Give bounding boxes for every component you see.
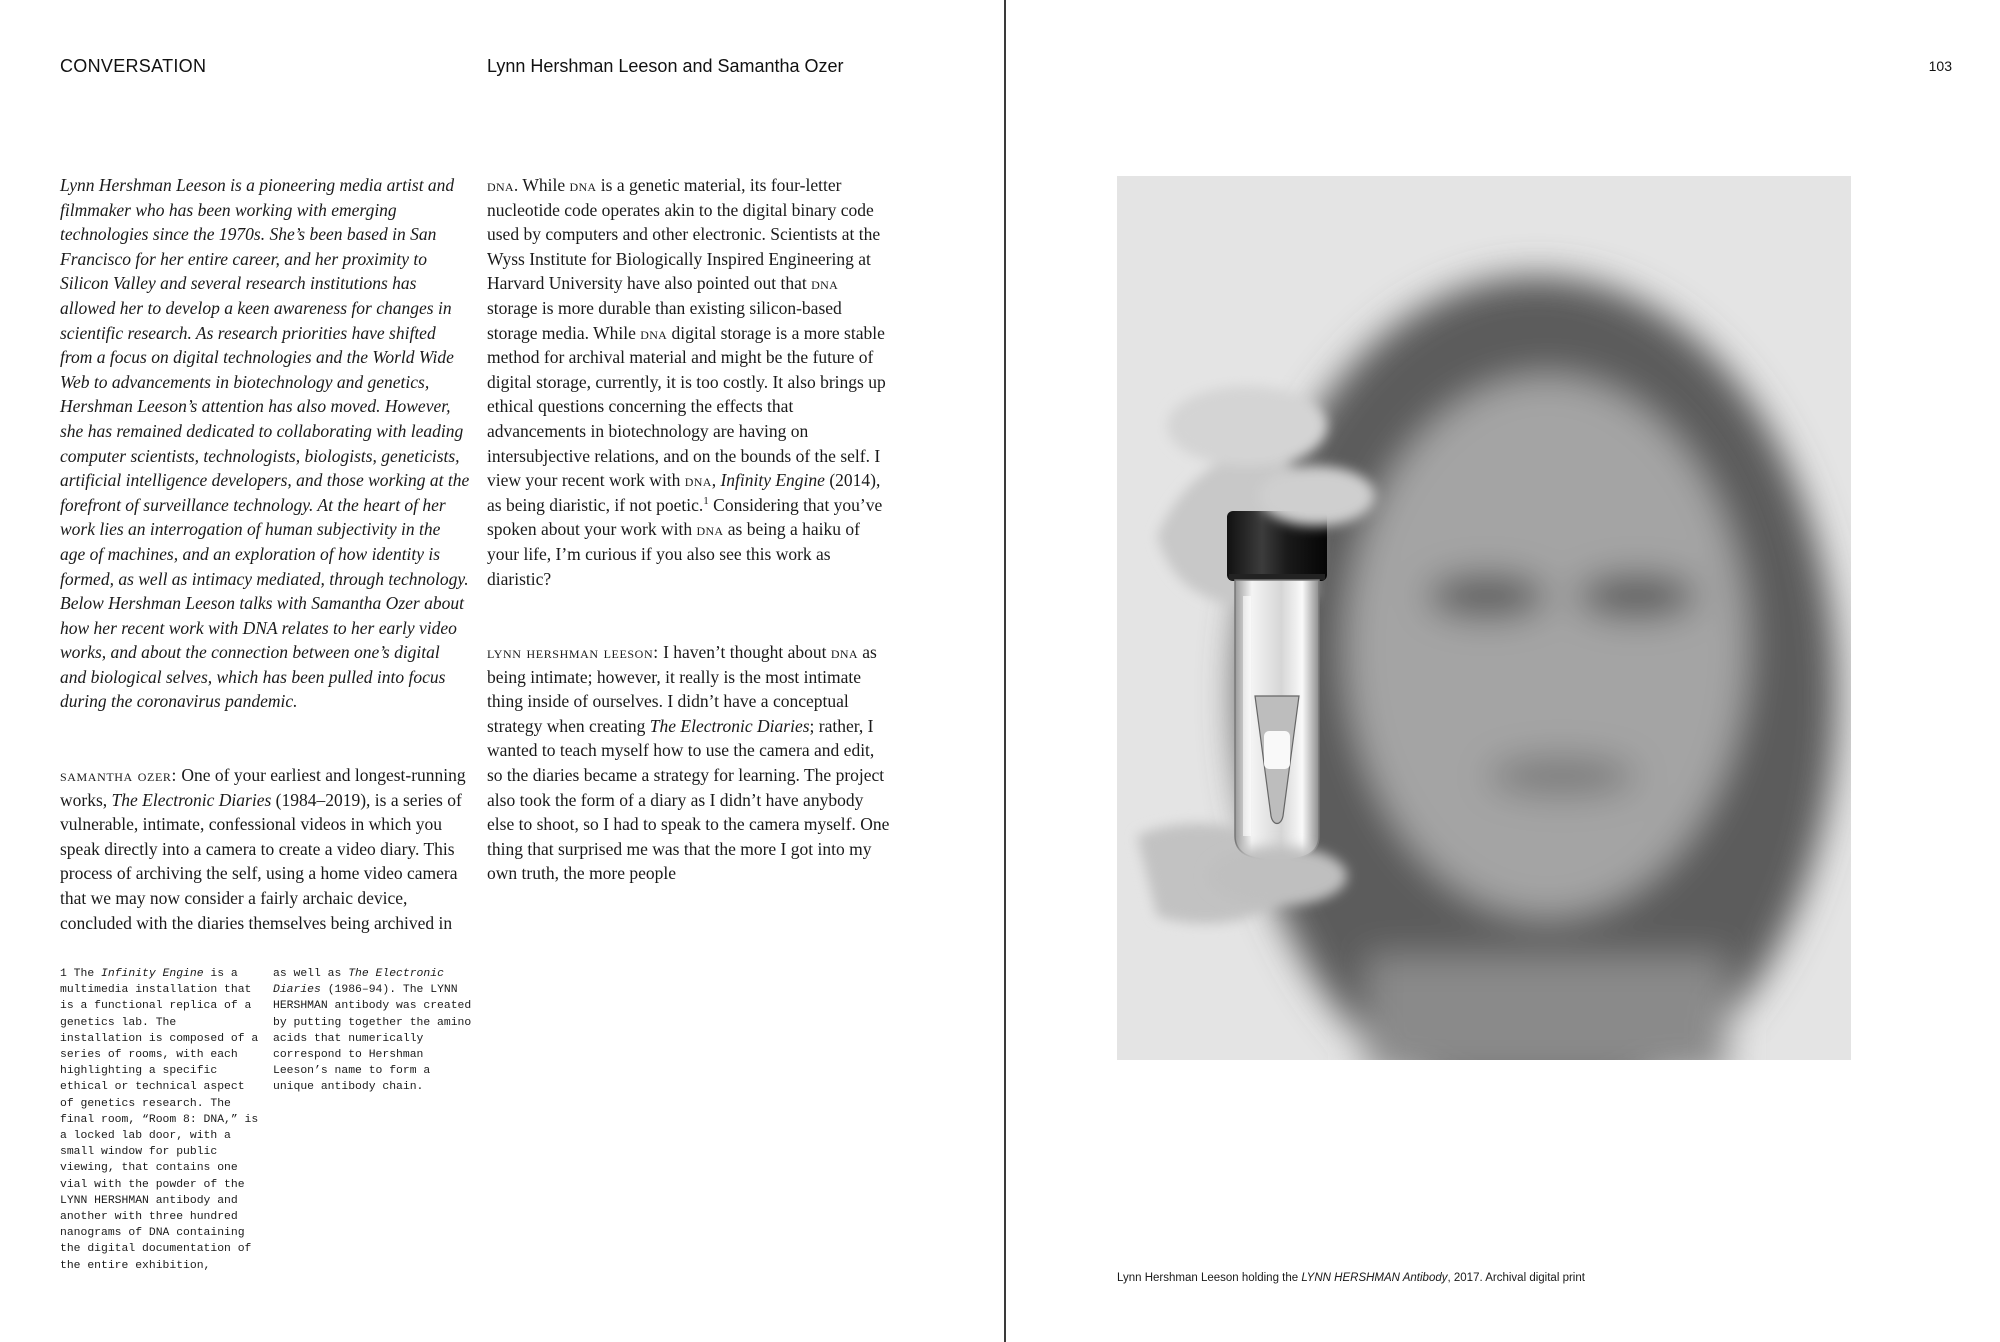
text-run: ; rather, I wanted to teach myself how to use the camera and edit, so the diaries became a strategy for learning. The project also took the form of a diary as I didn’t have anybody else to shoot, so I had to speak to the camera myself. One thing that surprised me was that the more I got into my own truth, the more people (487, 715, 890, 884)
caption-text: Lynn Hershman Leeson holding the (1117, 1272, 1302, 1284)
dna-term: dna (640, 322, 668, 343)
text-run: digital storage is a more stable method for archival material and might be the future of digital storage, currently, it is too costly. It also brings up ethical questions concerning the effects that advancements in biotechnology are having on intersubjective relations, and on the bounds of the self. I view your recent work with (487, 322, 886, 491)
text-run: One of your earliest and longest-running works, (60, 765, 466, 810)
text-run: Considering that you’ve spoken about your work with (487, 494, 883, 540)
right-column (487, 173, 892, 886)
text-run: as being intimate; however, it really is the most intimate thing inside of ourselves. I didn’t have a conceptual strategy when creating (487, 642, 877, 736)
page-gutter (1004, 0, 1006, 1342)
speaker-label: samantha ozer: (60, 765, 177, 786)
speaker-label: lynn hershman leeson: (487, 642, 659, 663)
caption-title: LYNN HERSHMAN Antibody (1301, 1272, 1448, 1284)
footnote-part-2 (273, 966, 473, 1096)
running-header-authors: Lynn Hershman Leeson and Samantha Ozer (487, 56, 844, 76)
footnote-number: 1 (60, 968, 67, 980)
dna-term: dna (569, 175, 597, 195)
text-run: (2014), as being diaristic, if not poetic. (487, 470, 881, 515)
footnote-part-1 (60, 966, 260, 1274)
photo-caption (1117, 1272, 1585, 1284)
text-run: , (711, 470, 721, 491)
work-title: The Electronic Diaries (649, 715, 810, 736)
text-run: (1986–94). The LYNN HERSHMAN antibody was created by putting together the amino acids that numerically correspond to Hershman Leeson’s name to form a unique antibody chain. (273, 984, 472, 1094)
text-run: as well as (273, 968, 349, 980)
dna-term: dna (811, 273, 839, 294)
answer-paragraph (487, 640, 892, 886)
photo-illustration (1117, 176, 1851, 1060)
question-paragraph (60, 763, 470, 935)
dna-term: dna (487, 175, 514, 195)
section-header: CONVERSATION (60, 56, 207, 76)
footnote-reference: 1 (703, 494, 709, 507)
work-title: Infinity Engine (101, 968, 204, 980)
caption-text: , 2017. Archival digital print (1447, 1272, 1585, 1284)
page-number: 103 (1928, 58, 1952, 74)
text-run: as being a haiku of your life, I’m curious if you also see this work as diaristic? (487, 519, 860, 589)
left-column (60, 173, 470, 935)
intro-paragraph: Lynn Hershman Leeson is a pioneering media artist and filmmaker who has been working with emerging technologies since the 1970s. She’s been based in San Francisco for her entire career, and her proximity to Silicon Valley and several research institutions has allowed her to develop a keen awareness for changes in scientific research. As research priorities have shifted from a focus on digital technologies and the World Wide Web to advancements in biotechnology and genetics, Hershman Leeson’s attention has also moved. However, she has remained dedicated to collaborating with leading computer scientists, technologists, biologists, geneticists, artificial intelligence developers, and those working at the forefront of surveillance technology. At the heart of her work lies an interrogation of human subjectivity in the age of machines, and an exploration of how identity is formed, as well as intimacy mediated, through technology. Below Hershman Leeson talks with Samantha Ozer about how her recent work with DNA relates to her early video works, and about the connection between one’s digital and biological selves, which has been pulled into focus during the coronavirus pandemic. (60, 175, 470, 712)
dna-term: dna (830, 642, 858, 663)
text-run: The (66, 968, 102, 980)
text-run: storage is more durable than existing silicon-based storage media. While (487, 297, 842, 343)
text-run: . While (513, 175, 570, 195)
work-title: The Electronic Diaries (273, 968, 444, 997)
question-continuation (487, 173, 892, 591)
text-run: is a genetic material, its four-letter nucleotide code operates akin to the digital binary code used by computers and other electronic. Scientists at the Wyss Institute for Biologically Inspired Engineering at Harvard University have also pointed out that (487, 175, 881, 294)
dna-term: dna (696, 519, 724, 540)
vial-icon (1227, 511, 1327, 860)
text-run: is a multimedia installation that is a functional replica of a genetics lab. The installation is composed of a series of rooms, with each highlighting a specific ethical or technical aspect of genetics research. The final room, “Room 8: DNA,” is a locked lab door, with a small window for public viewing, that contains one vial with the powder of the LYNN HERSHMAN antibody and another with three hundred nanograms of DNA containing the digital documentation of the entire exhibition, (60, 968, 259, 1272)
artist-photograph (1117, 176, 1851, 1060)
text-run: (1984–2019), is a series of vulnerable, intimate, confessional videos in which you speak directly into a camera to create a video diary. This process of archiving the self, using a home video camera that we may now consider a fairly archaic device, concluded with the diaries themselves being archived in (60, 789, 462, 933)
work-title: Infinity Engine (720, 470, 825, 491)
dna-term: dna (684, 470, 712, 491)
text-run: I haven’t thought about (658, 642, 831, 663)
work-title: The Electronic Diaries (111, 789, 272, 810)
